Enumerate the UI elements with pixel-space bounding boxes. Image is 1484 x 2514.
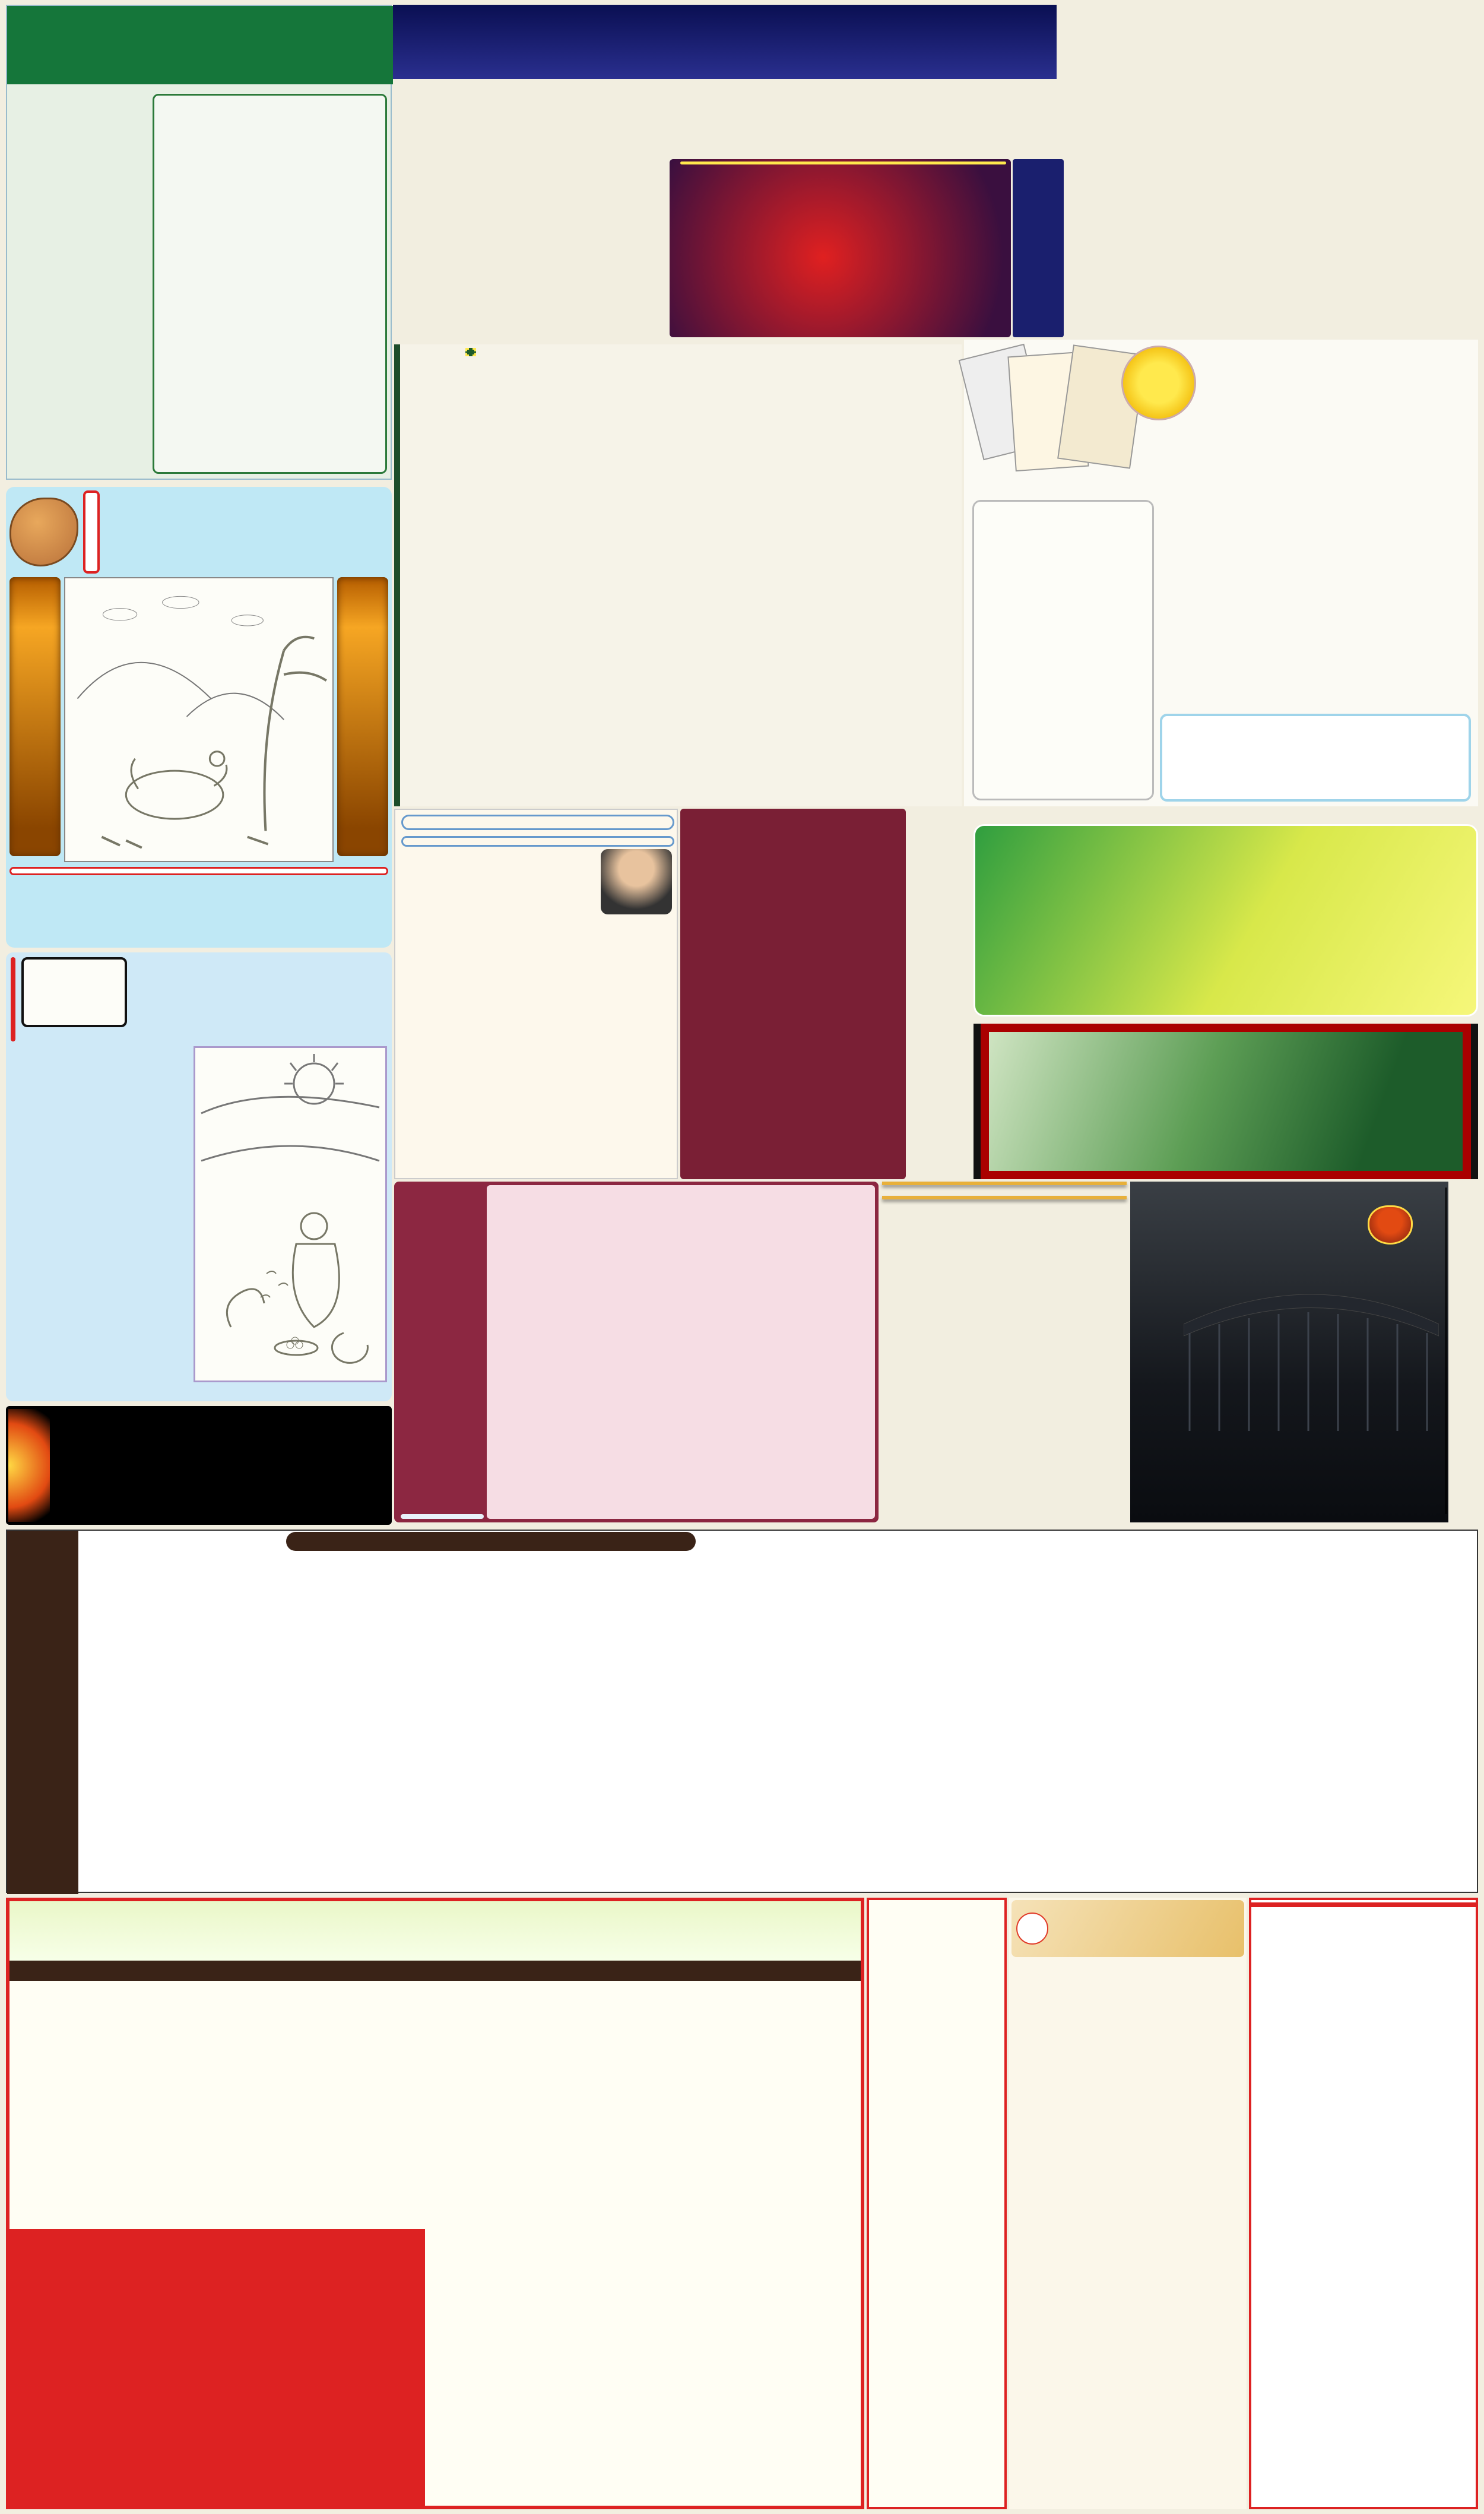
nine-planets-strip [6, 1406, 392, 1525]
lion-mask-icon [1368, 1205, 1413, 1245]
sky-eye-section [1130, 1182, 1448, 1522]
color-wave-section [882, 1182, 1127, 1522]
recent-80-results-section [6, 1898, 864, 2509]
secE-thumb [21, 957, 127, 1027]
tarot-card-six-pentacles [972, 500, 1154, 800]
odds-table-section [1249, 1898, 1478, 2509]
last-issue-explain-section [6, 952, 392, 1401]
secE-body [11, 1046, 189, 1382]
shishiwu-logo [465, 348, 476, 356]
mystery-strip-title [1445, 1188, 1447, 1514]
secK-note [401, 1514, 484, 1519]
almanac-panel [9, 2229, 425, 2507]
secA-number-grid [153, 94, 387, 474]
tarot-section [964, 340, 1478, 806]
phantom-right-title [1471, 1024, 1478, 1179]
secE-drawing [194, 1046, 387, 1382]
tarot-vertical-text [1160, 506, 1469, 684]
secG-man-cartoon [601, 849, 672, 914]
runes-section [974, 824, 1478, 1017]
odds-note [1251, 1902, 1476, 1907]
sweet-potato-master-icon [9, 498, 78, 566]
next-issue-bold-picks [84, 1785, 322, 1891]
runes-body [1074, 831, 1270, 1010]
fengshen-logo-small [1016, 1913, 1048, 1945]
zodiac-article-left-continuation [395, 162, 662, 340]
shishiwu-body [500, 348, 956, 799]
sun-glow [8, 1409, 50, 1522]
temple-roof-drawing [1184, 1253, 1439, 1431]
scroll-left-text [9, 577, 61, 856]
picture-riddle-section [6, 487, 392, 948]
te-zodiac-rows [677, 164, 1006, 307]
results-col3-strip [867, 1898, 1007, 2509]
riddle-drawing [64, 577, 334, 862]
zodiac-wheel [1066, 2, 1482, 335]
tarot-cards-image [970, 346, 1196, 494]
phantom-left-title [974, 1024, 981, 1179]
trend-table-title [286, 1532, 696, 1551]
trend-mega-table [6, 1530, 1478, 1893]
phantom-number-panel [974, 1024, 1478, 1179]
self-pick-arrow-section [680, 809, 906, 1179]
recent80-banner [9, 1901, 861, 1961]
trend-wave-section [6, 5, 392, 480]
zodiac-headline-banner [393, 5, 1057, 79]
fengshen-article-section [1009, 1898, 1247, 2509]
chase-special-grid-section [394, 1182, 879, 1522]
zodiac-article [395, 83, 1055, 159]
taiwan-style-section [394, 809, 678, 1179]
secE-tag [11, 957, 15, 1041]
te-zodiac-pairs-column [1013, 159, 1064, 337]
tarot-sun-icon [1121, 346, 1196, 420]
shishiwu-article-section [394, 344, 962, 806]
seal-fanshu [83, 490, 100, 574]
special-number-zodiac-panel [670, 159, 1011, 337]
scroll-right-text [337, 577, 388, 856]
chase-grid [487, 1185, 875, 1519]
